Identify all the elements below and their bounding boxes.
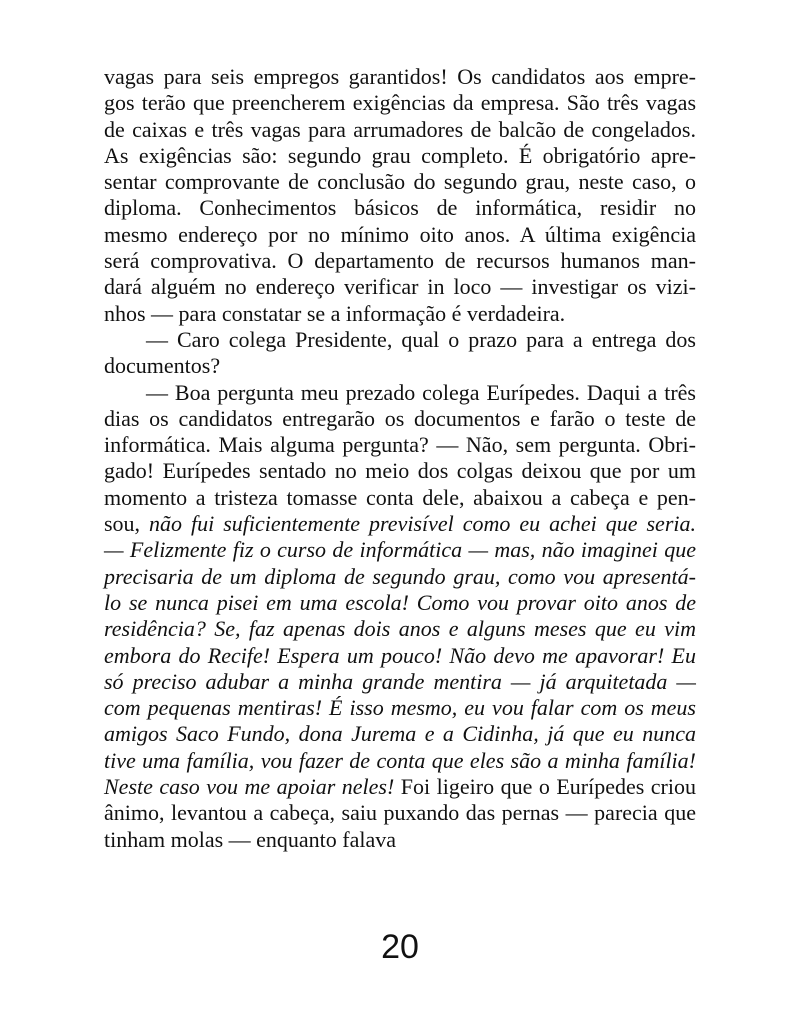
text-line: nhos — para constatar se a informação é verdadeira.: [104, 300, 566, 326]
text-line: gos terão que preencherem exigências da empresa. São três vagas: [104, 90, 696, 116]
text-line: tinham molas — enquanto falava: [104, 826, 397, 852]
italic-thought-line: tive uma família, vou fazer de conta que eles são a minha família!: [104, 747, 696, 773]
italic-thought-line: com pequenas mentiras! É isso mesmo, eu vou falar com os meus: [104, 695, 696, 721]
text-line: diploma. Conhecimentos básicos de informática, residir no: [104, 195, 696, 221]
text-line: será comprovativa. O departamento de recursos humanos man-: [104, 248, 696, 274]
text-line: sentar comprovante de conclusão do segundo grau, neste caso, o: [104, 169, 696, 195]
text-line-mixed: [104, 511, 696, 537]
italic-thought: Neste caso vou me apoiar neles!: [104, 774, 395, 800]
italic-thought-line: só preciso adubar a minha grande mentira — já arquitetada —: [104, 668, 696, 694]
roman-text: sou,: [104, 511, 150, 537]
text-line: de caixas e três vagas para arrumadores de balcão de congelados.: [104, 116, 696, 142]
text-line: vagas para seis empregos garantidos! Os candidatos aos empre-: [104, 64, 696, 89]
italic-thought-line: lo se nunca pisei em uma escola! Como vou provar oito anos de: [104, 589, 696, 615]
italic-thought-line: residência? Se, faz apenas dois anos e alguns meses que eu vim: [104, 616, 696, 642]
text-line-mixed: [104, 774, 696, 800]
italic-thought-line: amigos Saco Fundo, dona Jurema e a Cidinha, já que eu nunca: [104, 721, 696, 747]
text-line: ânimo, levantou a cabeça, saiu puxando das pernas — parecia que: [104, 800, 696, 826]
text-line: dias os candidatos entregarão os documentos e farão o teste de: [104, 405, 696, 431]
italic-thought-line: embora do Recife! Espera um pouco! Não devo me apavorar! Eu: [104, 642, 696, 668]
text-line: informática. Mais alguma pergunta? — Não, sem pergunta. Obri-: [104, 432, 696, 458]
italic-thought-line: — Felizmente fiz o curso de informática — mas, não imaginei que: [104, 537, 696, 563]
dialogue-line: — Caro colega Presidente, qual o prazo para a entrega dos: [146, 326, 696, 352]
text-line: momento a tristeza tomasse conta dele, abaixou a cabeça e pen-: [104, 484, 696, 510]
italic-thought-line: precisaria de um diploma de segundo grau, como vou apresentá-: [104, 563, 696, 589]
text-line: documentos?: [104, 353, 221, 379]
body-text: [104, 64, 696, 853]
text-line: As exigências são: segundo grau completo. É obrigatório apre-: [104, 142, 696, 168]
roman-text: Foi ligeiro que o Eurípedes criou: [394, 774, 696, 800]
text-line: dará alguém no endereço verificar in loco — investigar os vizi-: [104, 274, 696, 300]
page-number: 20: [381, 928, 419, 966]
italic-thought: não fui suficientemente previsível como eu achei que seria.: [149, 511, 696, 537]
text-line: gado! Eurípedes sentado no meio dos colgas deixou que por um: [104, 458, 696, 484]
dialogue-line: — Boa pergunta meu prezado colega Eurípedes. Daqui a três: [146, 379, 696, 405]
text-line: mesmo endereço por no mínimo oito anos. A última exigência: [104, 221, 696, 247]
